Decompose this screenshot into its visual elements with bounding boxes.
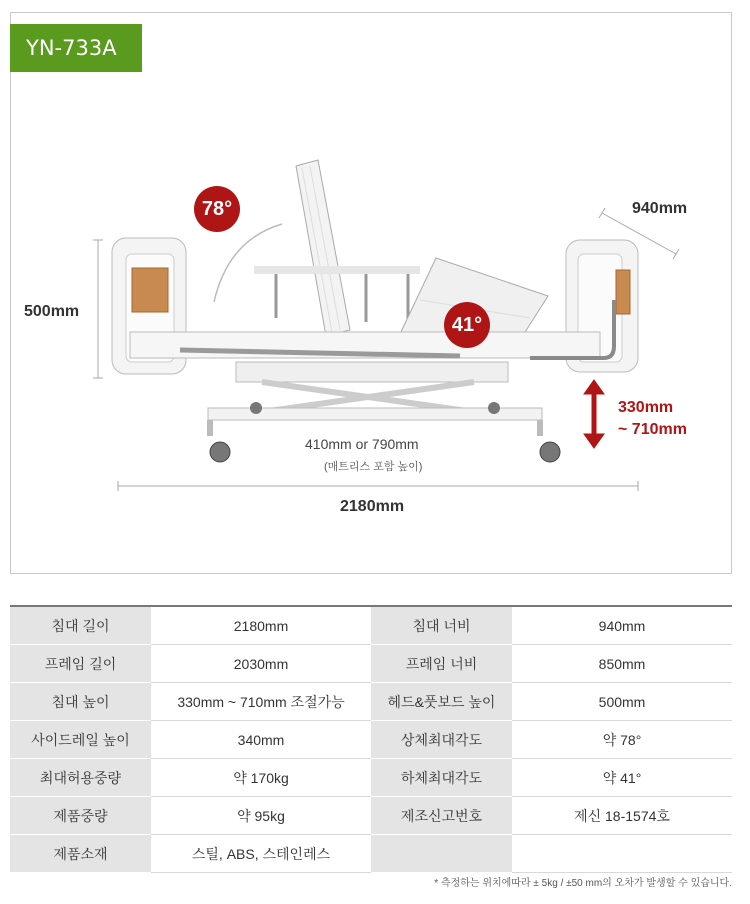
back-angle-badge: 78° xyxy=(194,186,240,232)
spec-key: 사이드레일 높이 xyxy=(10,721,151,759)
spec-value xyxy=(512,835,732,873)
back-rest xyxy=(296,160,350,336)
measurement-note: * 측정하는 위치에따라 ± 5kg / ±50 mm의 오차가 발생할 수 있습니다. xyxy=(434,878,732,889)
floor-height-label: 410mm or 790mm xyxy=(305,436,419,452)
spec-key: 상체최대각도 xyxy=(371,721,512,759)
back-angle-arc xyxy=(214,224,282,302)
spec-value: 약 170kg xyxy=(151,759,371,797)
spec-key: 침대 길이 xyxy=(10,605,151,645)
spec-value: 330mm ~ 710mm 조절가능 xyxy=(151,683,371,721)
spec-value: 스틸, ABS, 스테인레스 xyxy=(151,835,371,873)
spec-value: 약 95kg xyxy=(151,797,371,835)
spec-key: 침대 높이 xyxy=(10,683,151,721)
spec-row xyxy=(10,721,732,759)
spec-value: 940mm xyxy=(512,605,732,645)
spec-value: 약 41° xyxy=(512,759,732,797)
spec-key: 최대허용중량 xyxy=(10,759,151,797)
length-label: 2180mm xyxy=(340,498,405,515)
width-label: 940mm xyxy=(632,200,688,217)
model-tag: YN-733A xyxy=(10,24,142,72)
spec-value: 340mm xyxy=(151,721,371,759)
spec-row xyxy=(10,835,732,873)
spec-table xyxy=(10,605,732,873)
length-dimension-line xyxy=(118,481,638,491)
spec-value: 2180mm xyxy=(151,605,371,645)
spec-row xyxy=(10,683,732,721)
floor-height-note: (매트리스 포함 높이) xyxy=(324,461,423,473)
height-range-line1: 330mm xyxy=(618,399,674,416)
spec-value: 850mm xyxy=(512,645,732,683)
spec-row xyxy=(10,759,732,797)
spec-key xyxy=(371,835,512,873)
spec-key: 프레임 너비 xyxy=(371,645,512,683)
headboard-height-label: 500mm xyxy=(24,303,80,320)
spec-value: 500mm xyxy=(512,683,732,721)
spec-key: 프레임 길이 xyxy=(10,645,151,683)
spec-value: 약 78° xyxy=(512,721,732,759)
leg-angle-badge: 41° xyxy=(444,302,490,348)
spec-key: 제조신고번호 xyxy=(371,797,512,835)
spec-value: 2030mm xyxy=(151,645,371,683)
spec-key: 헤드&풋보드 높이 xyxy=(371,683,512,721)
headboard-dimension-line xyxy=(93,240,103,378)
spec-key: 제품중량 xyxy=(10,797,151,835)
spec-key: 제품소재 xyxy=(10,835,151,873)
height-range-line2: ~ 710mm xyxy=(618,421,687,438)
spec-key: 침대 너비 xyxy=(371,605,512,645)
spec-key: 하체최대각도 xyxy=(371,759,512,797)
spec-row xyxy=(10,645,732,683)
spec-row xyxy=(10,605,732,645)
height-arrow xyxy=(584,380,604,448)
spec-row xyxy=(10,797,732,835)
spec-value: 제신 18-1574호 xyxy=(512,797,732,835)
